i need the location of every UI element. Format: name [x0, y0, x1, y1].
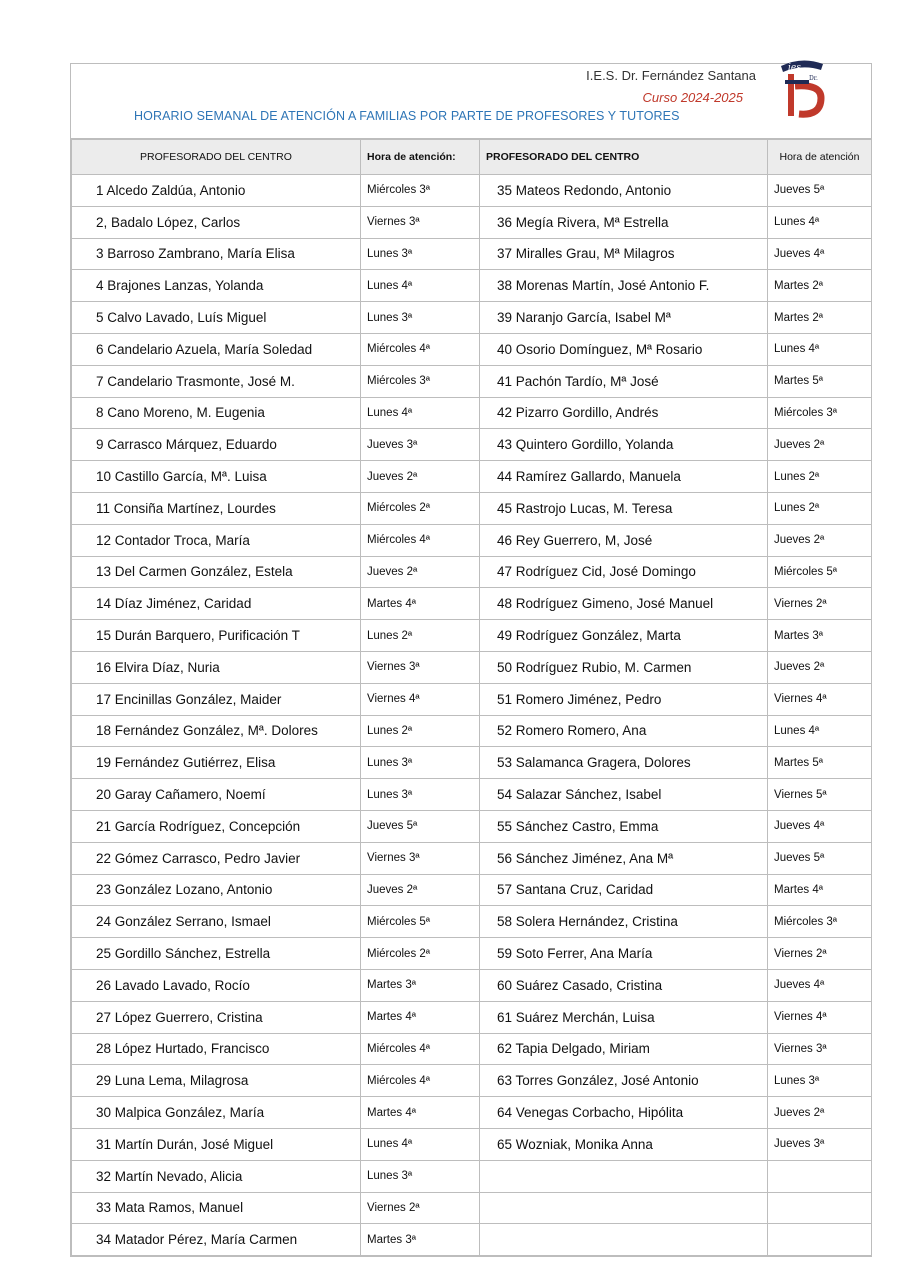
- table-row: [72, 1192, 872, 1224]
- table-row: [72, 874, 872, 906]
- table-row: [72, 938, 872, 970]
- attention-hour-cell: [768, 1224, 872, 1256]
- attention-hour-cell: Martes 4ª: [361, 1097, 480, 1129]
- attention-hour-cell: Miércoles 4ª: [361, 524, 480, 556]
- teacher-name-cell: 6 Candelario Azuela, María Soledad: [72, 333, 361, 365]
- attention-hour-cell: Martes 5ª: [768, 747, 872, 779]
- teacher-name-cell: 14 Díaz Jiménez, Caridad: [72, 588, 361, 620]
- teacher-name-cell: 37 Miralles Grau, Mª Milagros: [480, 238, 768, 270]
- attention-hour-cell: Viernes 3ª: [361, 206, 480, 238]
- table-row: [72, 969, 872, 1001]
- attention-hour-cell: Jueves 2ª: [361, 556, 480, 588]
- attention-hour-cell: Viernes 3ª: [361, 651, 480, 683]
- teacher-name-cell: [480, 1192, 768, 1224]
- table-row: [72, 715, 872, 747]
- attention-hour-cell: Jueves 2ª: [361, 874, 480, 906]
- teacher-name-cell: 49 Rodríguez González, Marta: [480, 620, 768, 652]
- teacher-name-cell: 58 Solera Hernández, Cristina: [480, 906, 768, 938]
- table-row: [72, 620, 872, 652]
- table-row: [72, 429, 872, 461]
- table-row: [72, 397, 872, 429]
- teacher-name-cell: 63 Torres González, José Antonio: [480, 1065, 768, 1097]
- teacher-name-cell: 21 García Rodríguez, Concepción: [72, 810, 361, 842]
- attention-hour-cell: Viernes 2ª: [768, 938, 872, 970]
- table-row: [72, 333, 872, 365]
- attention-hour-cell: Miércoles 3ª: [361, 365, 480, 397]
- teacher-name-cell: 35 Mateos Redondo, Antonio: [480, 175, 768, 207]
- table-row: [72, 461, 872, 493]
- attention-hour-cell: Lunes 3ª: [361, 779, 480, 811]
- table-row: [72, 270, 872, 302]
- table-row: [72, 747, 872, 779]
- attention-hour-cell: Miércoles 3ª: [361, 175, 480, 207]
- teacher-name-cell: 53 Salamanca Gragera, Dolores: [480, 747, 768, 779]
- teacher-name-cell: [480, 1160, 768, 1192]
- attention-hour-cell: Miércoles 2ª: [361, 492, 480, 524]
- attention-hour-cell: Lunes 4ª: [361, 1128, 480, 1160]
- teacher-name-cell: 50 Rodríguez Rubio, M. Carmen: [480, 651, 768, 683]
- attention-hour-cell: Jueves 4ª: [768, 238, 872, 270]
- teacher-name-cell: 8 Cano Moreno, M. Eugenia: [72, 397, 361, 429]
- teacher-name-cell: 54 Salazar Sánchez, Isabel: [480, 779, 768, 811]
- table-row: [72, 238, 872, 270]
- table-row: [72, 206, 872, 238]
- teacher-name-cell: 48 Rodríguez Gimeno, José Manuel: [480, 588, 768, 620]
- attention-hour-cell: Miércoles 3ª: [768, 397, 872, 429]
- teacher-name-cell: 32 Martín Nevado, Alicia: [72, 1160, 361, 1192]
- table-row: [72, 810, 872, 842]
- course-year: Curso 2024-2025: [642, 90, 743, 105]
- sheet-header: [71, 64, 871, 139]
- teacher-name-cell: 55 Sánchez Castro, Emma: [480, 810, 768, 842]
- attention-hour-cell: Martes 2ª: [768, 270, 872, 302]
- attention-hour-cell: Viernes 4ª: [768, 1001, 872, 1033]
- attention-hour-cell: Martes 5ª: [768, 365, 872, 397]
- attention-hour-cell: Lunes 3ª: [361, 238, 480, 270]
- table-row: [72, 842, 872, 874]
- attention-hour-cell: Viernes 2ª: [768, 588, 872, 620]
- table-row: [72, 492, 872, 524]
- table-row: [72, 779, 872, 811]
- school-name: I.E.S. Dr. Fernández Santana: [586, 68, 756, 83]
- table-row: [72, 651, 872, 683]
- teacher-name-cell: 43 Quintero Gordillo, Yolanda: [480, 429, 768, 461]
- attention-hour-cell: Martes 3ª: [361, 1224, 480, 1256]
- teacher-name-cell: 40 Osorio Domínguez, Mª Rosario: [480, 333, 768, 365]
- teacher-name-cell: 36 Megía Rivera, Mª Estrella: [480, 206, 768, 238]
- attention-hour-cell: Miércoles 2ª: [361, 938, 480, 970]
- teacher-name-cell: 44 Ramírez Gallardo, Manuela: [480, 461, 768, 493]
- teacher-name-cell: 64 Venegas Corbacho, Hipólita: [480, 1097, 768, 1129]
- table-row: [72, 524, 872, 556]
- teacher-name-cell: 34 Matador Pérez, María Carmen: [72, 1224, 361, 1256]
- teacher-name-cell: [480, 1224, 768, 1256]
- teacher-name-cell: 29 Luna Lema, Milagrosa: [72, 1065, 361, 1097]
- teacher-name-cell: 1 Alcedo Zaldúa, Antonio: [72, 175, 361, 207]
- teacher-name-cell: 39 Naranjo García, Isabel Mª: [480, 302, 768, 334]
- attention-hour-cell: Jueves 2ª: [768, 524, 872, 556]
- table-row: [72, 588, 872, 620]
- attention-hour-cell: Lunes 2ª: [361, 715, 480, 747]
- attention-hour-cell: Lunes 4ª: [768, 206, 872, 238]
- teacher-name-cell: 57 Santana Cruz, Caridad: [480, 874, 768, 906]
- attention-hour-cell: Miércoles 5ª: [768, 556, 872, 588]
- teacher-name-cell: 23 González Lozano, Antonio: [72, 874, 361, 906]
- column-header-left-name: PROFESORADO DEL CENTRO: [72, 140, 361, 175]
- teacher-name-cell: 30 Malpica González, María: [72, 1097, 361, 1129]
- table-row: [72, 1097, 872, 1129]
- teacher-name-cell: 26 Lavado Lavado, Rocío: [72, 969, 361, 1001]
- attention-hour-cell: Martes 3ª: [361, 969, 480, 1001]
- table-row: [72, 556, 872, 588]
- attention-hour-cell: Jueves 5ª: [768, 175, 872, 207]
- attention-hour-cell: Lunes 4ª: [768, 333, 872, 365]
- teacher-name-cell: 65 Wozniak, Monika Anna: [480, 1128, 768, 1160]
- attention-hour-cell: Miércoles 5ª: [361, 906, 480, 938]
- attention-hour-cell: Lunes 2ª: [768, 461, 872, 493]
- attention-hour-cell: Martes 4ª: [361, 1001, 480, 1033]
- schedule-table: [71, 139, 872, 1256]
- teacher-name-cell: 51 Romero Jiménez, Pedro: [480, 683, 768, 715]
- teacher-name-cell: 2, Badalo López, Carlos: [72, 206, 361, 238]
- attention-hour-cell: Lunes 3ª: [361, 302, 480, 334]
- attention-hour-cell: Martes 4ª: [361, 588, 480, 620]
- teacher-name-cell: 38 Morenas Martín, José Antonio F.: [480, 270, 768, 302]
- attention-hour-cell: [768, 1192, 872, 1224]
- attention-hour-cell: Viernes 2ª: [361, 1192, 480, 1224]
- table-row: [72, 365, 872, 397]
- teacher-name-cell: 56 Sánchez Jiménez, Ana Mª: [480, 842, 768, 874]
- attention-hour-cell: Lunes 2ª: [768, 492, 872, 524]
- teacher-name-cell: 46 Rey Guerrero, M, José: [480, 524, 768, 556]
- table-row: [72, 175, 872, 207]
- table-row: [72, 1065, 872, 1097]
- teacher-name-cell: 7 Candelario Trasmonte, José M.: [72, 365, 361, 397]
- teacher-name-cell: 42 Pizarro Gordillo, Andrés: [480, 397, 768, 429]
- attention-hour-cell: [768, 1160, 872, 1192]
- teacher-name-cell: 22 Gómez Carrasco, Pedro Javier: [72, 842, 361, 874]
- teacher-name-cell: 10 Castillo García, Mª. Luisa: [72, 461, 361, 493]
- teacher-name-cell: 45 Rastrojo Lucas, M. Teresa: [480, 492, 768, 524]
- teacher-name-cell: 31 Martín Durán, José Miguel: [72, 1128, 361, 1160]
- svg-text:ies: ies: [788, 63, 801, 73]
- teacher-name-cell: 59 Soto Ferrer, Ana María: [480, 938, 768, 970]
- teacher-name-cell: 15 Durán Barquero, Purificación T: [72, 620, 361, 652]
- teacher-name-cell: 12 Contador Troca, María: [72, 524, 361, 556]
- teacher-name-cell: 61 Suárez Merchán, Luisa: [480, 1001, 768, 1033]
- teacher-name-cell: 5 Calvo Lavado, Luís Miguel: [72, 302, 361, 334]
- teacher-name-cell: 9 Carrasco Márquez, Eduardo: [72, 429, 361, 461]
- school-logo-icon: [775, 58, 829, 120]
- teacher-name-cell: 28 López Hurtado, Francisco: [72, 1033, 361, 1065]
- table-row: [72, 906, 872, 938]
- attention-hour-cell: Viernes 4ª: [768, 683, 872, 715]
- teacher-name-cell: 27 López Guerrero, Cristina: [72, 1001, 361, 1033]
- teacher-name-cell: 17 Encinillas González, Maider: [72, 683, 361, 715]
- attention-hour-cell: Miércoles 3ª: [768, 906, 872, 938]
- attention-hour-cell: Martes 4ª: [768, 874, 872, 906]
- table-row: [72, 683, 872, 715]
- teacher-name-cell: 16 Elvira Díaz, Nuria: [72, 651, 361, 683]
- teacher-name-cell: 47 Rodríguez Cid, José Domingo: [480, 556, 768, 588]
- teacher-name-cell: 20 Garay Cañamero, Noemí: [72, 779, 361, 811]
- teacher-name-cell: 13 Del Carmen González, Estela: [72, 556, 361, 588]
- table-header-row: [72, 140, 872, 175]
- attention-hour-cell: Jueves 3ª: [361, 429, 480, 461]
- attention-hour-cell: Jueves 2ª: [361, 461, 480, 493]
- attention-hour-cell: Jueves 2ª: [768, 1097, 872, 1129]
- attention-hour-cell: Jueves 2ª: [768, 651, 872, 683]
- attention-hour-cell: Lunes 3ª: [361, 1160, 480, 1192]
- attention-hour-cell: Lunes 3ª: [768, 1065, 872, 1097]
- attention-hour-cell: Jueves 5ª: [361, 810, 480, 842]
- svg-text:Dr.: Dr.: [809, 75, 818, 82]
- attention-hour-cell: Viernes 5ª: [768, 779, 872, 811]
- teacher-name-cell: 11 Consiña Martínez, Lourdes: [72, 492, 361, 524]
- attention-hour-cell: Viernes 3ª: [361, 842, 480, 874]
- attention-hour-cell: Martes 3ª: [768, 620, 872, 652]
- page-title: HORARIO SEMANAL DE ATENCIÓN A FAMILIAS POR PARTE DE PROFESORES Y TUTORES: [134, 109, 680, 123]
- attention-hour-cell: Jueves 4ª: [768, 969, 872, 1001]
- attention-hour-cell: Lunes 4ª: [361, 270, 480, 302]
- teacher-name-cell: 60 Suárez Casado, Cristina: [480, 969, 768, 1001]
- table-row: [72, 1001, 872, 1033]
- teacher-name-cell: 3 Barroso Zambrano, María Elisa: [72, 238, 361, 270]
- teacher-name-cell: 62 Tapia Delgado, Miriam: [480, 1033, 768, 1065]
- attention-hour-cell: Jueves 3ª: [768, 1128, 872, 1160]
- table-row: [72, 1033, 872, 1065]
- column-header-right-hour: Hora de atención: [768, 140, 872, 175]
- column-header-left-hour: Hora de atención:: [361, 140, 480, 175]
- teacher-name-cell: 52 Romero Romero, Ana: [480, 715, 768, 747]
- table-row: [72, 1160, 872, 1192]
- teacher-name-cell: 24 González Serrano, Ismael: [72, 906, 361, 938]
- table-row: [72, 302, 872, 334]
- attention-hour-cell: Lunes 4ª: [768, 715, 872, 747]
- attention-hour-cell: Lunes 2ª: [361, 620, 480, 652]
- schedule-sheet: [70, 63, 872, 1257]
- attention-hour-cell: Viernes 4ª: [361, 683, 480, 715]
- teacher-name-cell: 18 Fernández González, Mª. Dolores: [72, 715, 361, 747]
- teacher-name-cell: 19 Fernández Gutiérrez, Elisa: [72, 747, 361, 779]
- attention-hour-cell: Jueves 4ª: [768, 810, 872, 842]
- teacher-name-cell: 4 Brajones Lanzas, Yolanda: [72, 270, 361, 302]
- attention-hour-cell: Jueves 5ª: [768, 842, 872, 874]
- teacher-name-cell: 33 Mata Ramos, Manuel: [72, 1192, 361, 1224]
- attention-hour-cell: Viernes 3ª: [768, 1033, 872, 1065]
- column-header-right-name: PROFESORADO DEL CENTRO: [480, 140, 768, 175]
- attention-hour-cell: Lunes 4ª: [361, 397, 480, 429]
- table-row: [72, 1224, 872, 1256]
- attention-hour-cell: Jueves 2ª: [768, 429, 872, 461]
- attention-hour-cell: Miércoles 4ª: [361, 1033, 480, 1065]
- attention-hour-cell: Martes 2ª: [768, 302, 872, 334]
- attention-hour-cell: Lunes 3ª: [361, 747, 480, 779]
- table-row: [72, 1128, 872, 1160]
- attention-hour-cell: Miércoles 4ª: [361, 333, 480, 365]
- teacher-name-cell: 41 Pachón Tardío, Mª José: [480, 365, 768, 397]
- teacher-name-cell: 25 Gordillo Sánchez, Estrella: [72, 938, 361, 970]
- attention-hour-cell: Miércoles 4ª: [361, 1065, 480, 1097]
